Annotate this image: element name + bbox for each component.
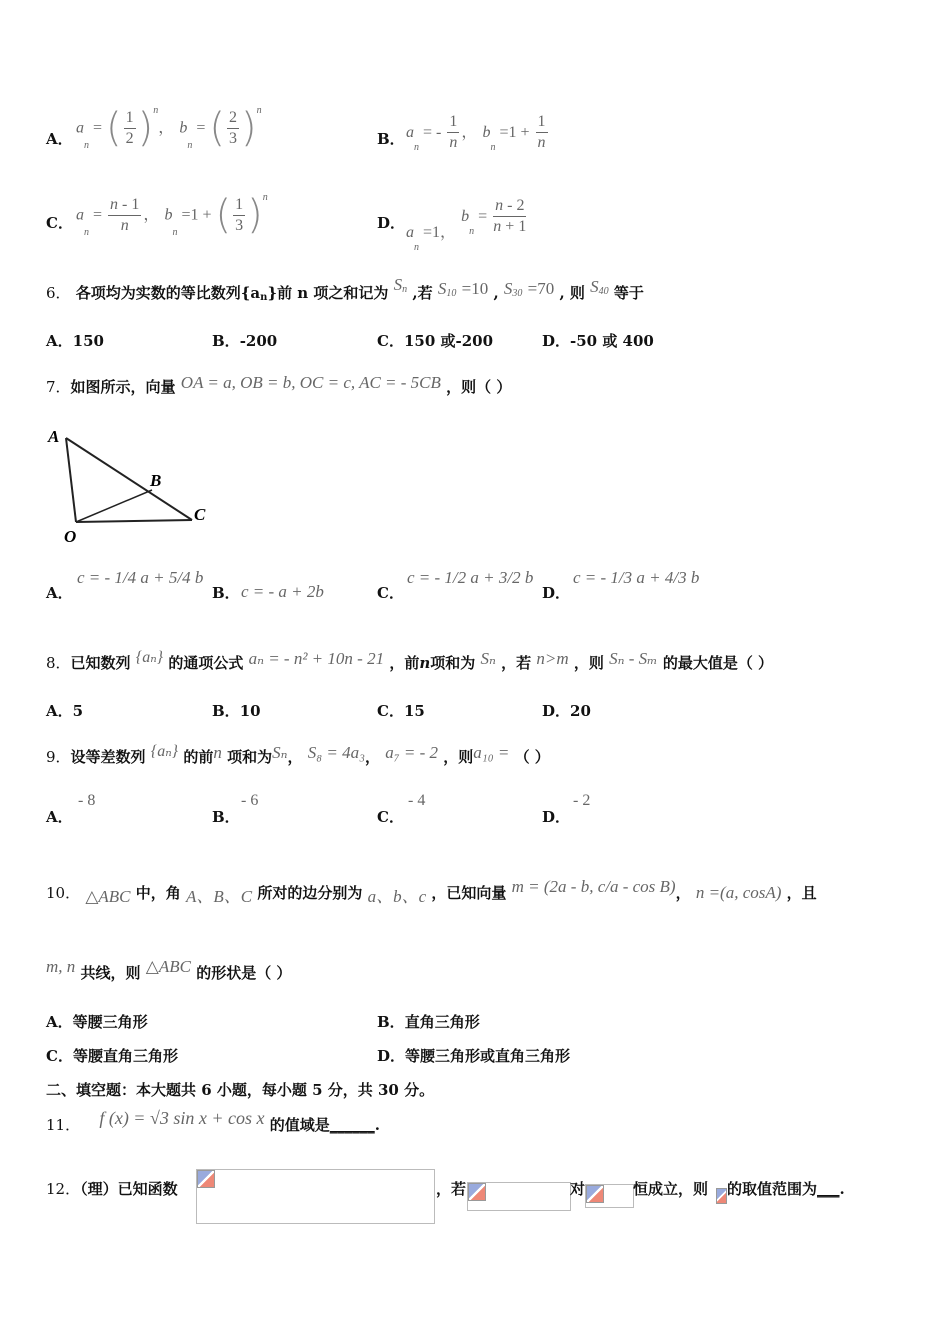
question-10-cont: m, n 共线，则 △ABC 的形状是（ ）: [46, 957, 292, 982]
q12-function-image: [196, 1169, 435, 1224]
segment-ao: [66, 438, 76, 522]
q9-option-d-label: D．: [542, 808, 571, 826]
q7-option-d-expr: c = - 1/3 a + 4/3 b: [573, 568, 700, 587]
segment-ob: [76, 490, 152, 522]
question-10: 10． △ABC 中，角 A、B、C 所对的边分别为 a、b、c ，已知向量 m = (2a - b, c/a - cos B)， n =(a, cosA) ，且: [46, 877, 817, 906]
point-a-label: A: [48, 427, 60, 446]
segment-ac: [66, 438, 192, 520]
q6-option-c: C．150 或-200: [377, 332, 494, 350]
q7-option-b-label: B．: [212, 584, 240, 602]
q9-option-c-value: - 4: [408, 792, 426, 809]
q5-option-a-expr: an = ( $\frac{1}{2}$ )$^n$， bn = ( $\frac{2}{3}$ )$^n$: [76, 105, 262, 151]
point-o-label: O: [64, 527, 77, 546]
q9-option-b-value: - 6: [241, 792, 259, 809]
question-12: 12．（理）已知函数: [46, 1180, 178, 1198]
q7-option-d-label: D．: [542, 584, 571, 602]
q6-option-d: D．-50 或 400: [542, 332, 654, 350]
broken-image-icon: [468, 1183, 486, 1201]
question-6: 6． 各项均为实数的等比数列{an}前 n 项之和记为 Sn ,若 S10 =10 , S30 =70 , 则 S40 等于: [46, 275, 644, 303]
q7-option-a-label: A．: [46, 584, 73, 602]
q12-text-for: 对: [570, 1180, 586, 1198]
q7-triangle-figure: [44, 424, 214, 548]
q12-text-holds: 恒成立，则: [633, 1180, 709, 1198]
q10-option-c: C．等腰直角三角形: [46, 1047, 178, 1065]
q5-option-d-label: D．: [377, 214, 406, 232]
q8-option-a: A．5: [46, 702, 84, 720]
question-7: 7．如图所示，向量 OA = a, OB = b, OC = c, AC = - 5CB ，则（ ）: [46, 373, 512, 396]
q12-text-range: 的取值范围为___.: [727, 1180, 845, 1198]
q7-option-b-expr: c = - a + 2b: [241, 582, 324, 601]
section-2-heading: 二、填空题：本大题共 6 小题，每小题 5 分，共 30 分。: [46, 1081, 435, 1099]
q5-option-b-label: B．: [377, 130, 405, 148]
q8-option-d: D．20: [542, 702, 591, 720]
q7-option-a-expr: c = - 1/4 a + 5/4 b: [77, 568, 204, 587]
broken-image-icon: [716, 1188, 727, 1204]
question-8: 8．已知数列 {aₙ} 的通项公式 aₙ = - n² + 10n - 21 ，前n项和为 Sₙ ，若 n>m ，则 Sₙ - Sₘ 的最大值是（ ）: [46, 649, 774, 672]
q9-option-c-label: C．: [377, 808, 404, 826]
q7-option-c-expr: c = - 1/2 a + 3/2 b: [407, 568, 534, 587]
q9-option-b-label: B．: [212, 808, 240, 826]
q5-option-a-label: A．: [46, 130, 73, 148]
q10-option-b: B．直角三角形: [377, 1013, 480, 1031]
q5-option-d-expr: $a_n =1$， bn = $\frac{n - 2}{n + 1}$: [406, 197, 527, 253]
question-9: 9．设等差数列 {aₙ} 的前n 项和为Sₙ， S₈ = 4a₃， a₇ = - 2 ，则a₁₀ = （ ）: [46, 743, 550, 766]
q5-option-b-expr: an = - $\frac{1}{n}$ ， bn =1 + $\frac{1}{n}$: [406, 113, 546, 153]
q6-option-b: B．-200: [212, 332, 278, 350]
point-c-label: C: [194, 505, 206, 524]
q5-option-c-label: C．: [46, 214, 73, 232]
q12-text-if: ，若: [436, 1180, 467, 1198]
q9-option-a-value: - 8: [78, 792, 96, 809]
q10-option-a: A．等腰三角形: [46, 1013, 148, 1031]
q10-option-d: D．等腰三角形或直角三角形: [377, 1047, 571, 1065]
point-b-label: B: [150, 471, 162, 490]
q7-option-c-label: C．: [377, 584, 404, 602]
q8-option-b: B．10: [212, 702, 261, 720]
broken-image-icon: [586, 1185, 604, 1203]
q8-option-c: C．15: [377, 702, 425, 720]
q9-option-a-label: A．: [46, 808, 73, 826]
q6-option-a: A．150: [46, 332, 104, 350]
segment-oc: [76, 520, 192, 522]
broken-image-icon: [197, 1170, 215, 1188]
q5-option-c-expr: an = $\frac{n - 1}{n}$ ， bn =1 + ( $\frac{1}{3}$ )$^n$: [76, 192, 268, 238]
question-11: 11． f (x) = √3 sin x + cos x 的值域是______.: [46, 1108, 380, 1134]
q9-option-d-value: - 2: [573, 792, 591, 809]
